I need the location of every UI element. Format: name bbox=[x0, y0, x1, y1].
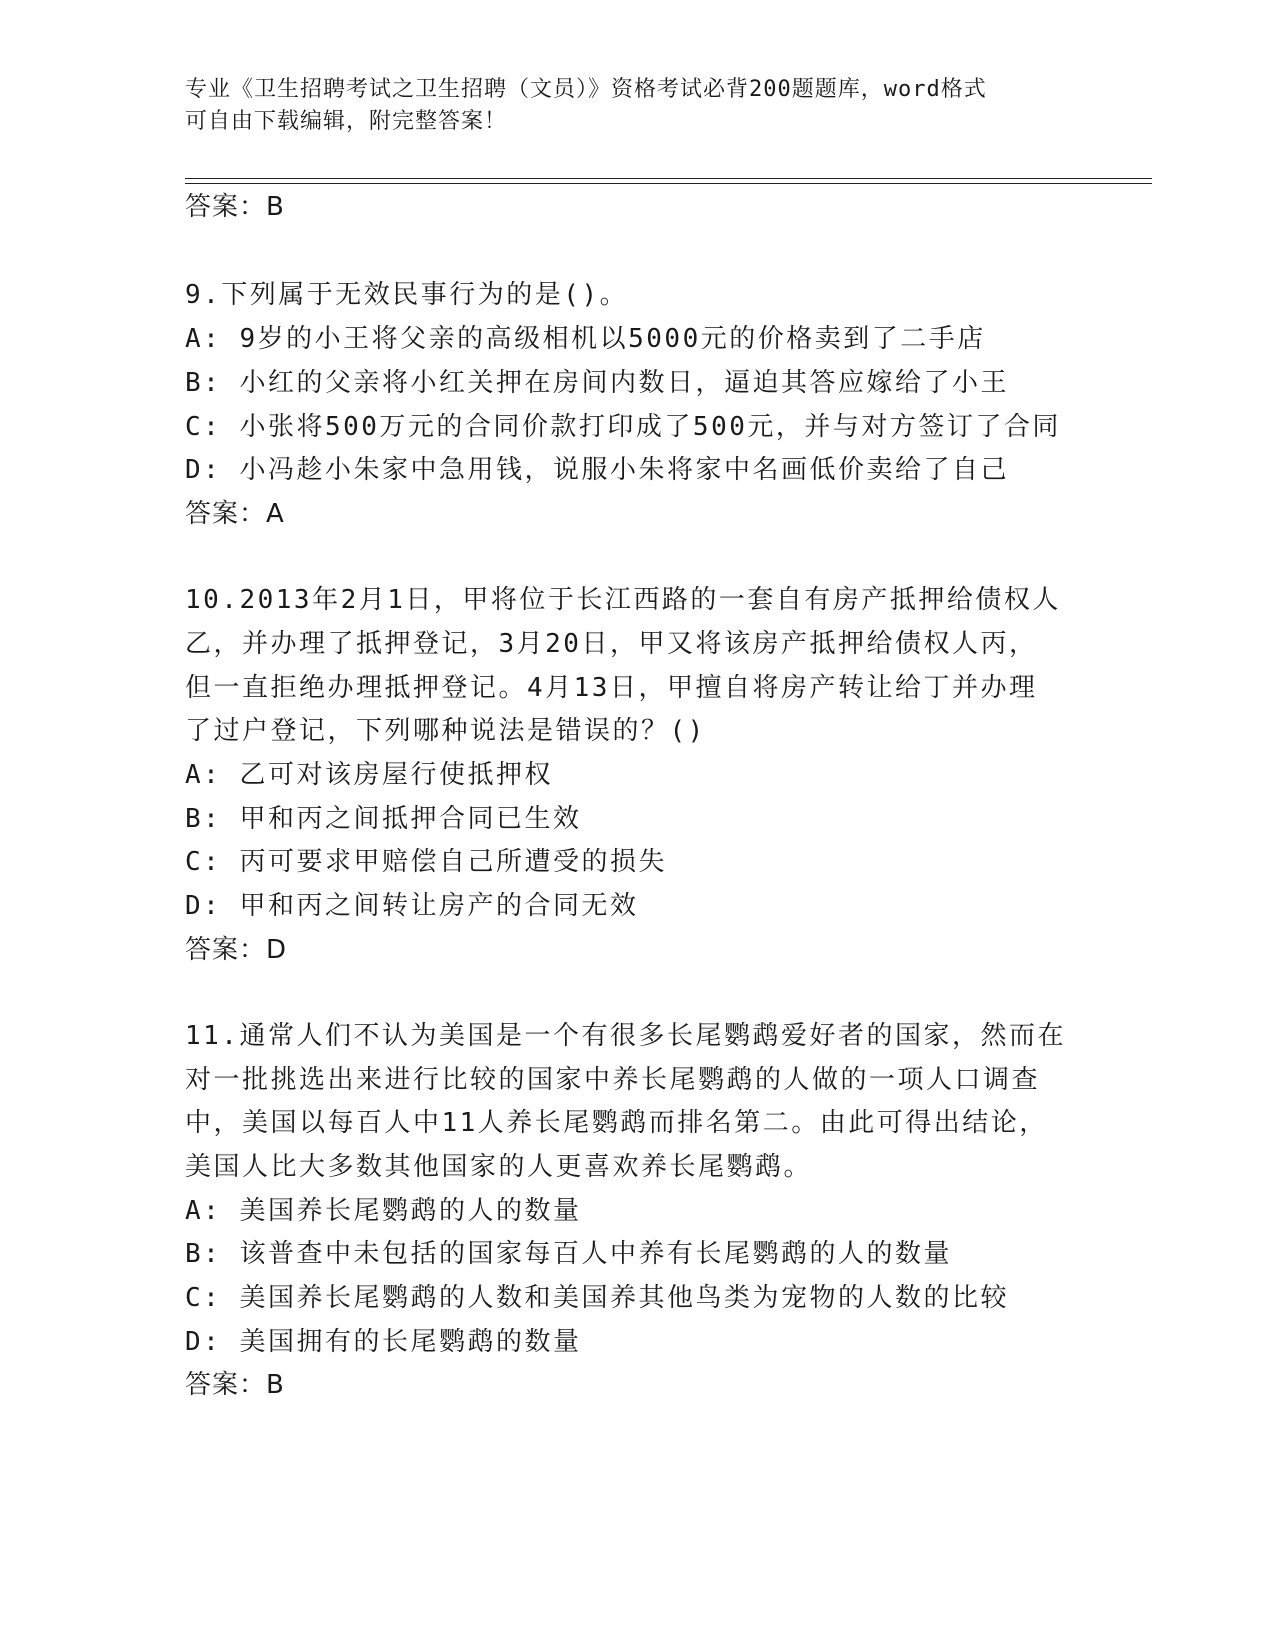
q9-option-a: A: 9岁的小王将父亲的高级相机以5000元的价格卖到了二手店 bbox=[185, 324, 986, 354]
q9-stem: 9.下列属于无效民事行为的是()。 bbox=[185, 280, 629, 310]
q10-option-c: C: 丙可要求甲赔偿自己所遭受的损失 bbox=[185, 847, 667, 877]
q10-stem-line1: 10.2013年2月1日，甲将位于长江西路的一套自有房产抵押给债权人 bbox=[185, 585, 1061, 615]
q11-stem-line2: 对一批挑选出来进行比较的国家中养长尾鹦鹉的人做的一项人口调查 bbox=[185, 1065, 1041, 1095]
q11-option-b: B: 该普查中未包括的国家每百人中养有长尾鹦鹉的人的数量 bbox=[185, 1239, 952, 1269]
q9-option-d: D: 小冯趁小朱家中急用钱，说服小朱将家中名画低价卖给了自己 bbox=[185, 455, 1009, 485]
q10-stem-line2: 乙，并办理了抵押登记，3月20日，甲又将该房产抵押给债权人丙， bbox=[185, 629, 1038, 659]
q10-stem-line3: 但一直拒绝办理抵押登记。4月13日，甲擅自将房产转让给丁并办理 bbox=[185, 673, 1038, 703]
q11-option-d: D: 美国拥有的长尾鹦鹉的数量 bbox=[185, 1327, 582, 1357]
q11-stem-line3: 中，美国以每百人中11人养长尾鹦鹉而排名第二。由此可得出结论， bbox=[185, 1108, 1048, 1138]
header-title-line1: 专业《卫生招聘考试之卫生招聘（文员）》资格考试必背200题题库，word格式 bbox=[185, 77, 987, 102]
q10-stem-line4: 了过户登记，下列哪种说法是错误的？() bbox=[185, 716, 706, 746]
q10-answer: 答案：D bbox=[185, 935, 288, 965]
q11-option-a: A: 美国养长尾鹦鹉的人的数量 bbox=[185, 1196, 582, 1226]
header-divider-top bbox=[185, 178, 1152, 179]
q11-option-c: C: 美国养长尾鹦鹉的人数和美国养其他鸟类为宠物的人数的比较 bbox=[185, 1283, 1009, 1313]
q9-option-c: C: 小张将500万元的合同价款打印成了500元，并与对方签订了合同 bbox=[185, 412, 1061, 442]
q11-answer: 答案：B bbox=[185, 1370, 285, 1400]
document-header bbox=[185, 74, 1085, 138]
q11-stem-line1: 11.通常人们不认为美国是一个有很多长尾鹦鹉爱好者的国家，然而在 bbox=[185, 1021, 1066, 1051]
answer-prev: 答案：B bbox=[185, 192, 285, 222]
q10-option-b: B: 甲和丙之间抵押合同已生效 bbox=[185, 804, 582, 834]
q11-stem-line4: 美国人比大多数其他国家的人更喜欢养长尾鹦鹉。 bbox=[185, 1152, 813, 1182]
q10-option-d: D: 甲和丙之间转让房产的合同无效 bbox=[185, 891, 639, 921]
q9-option-b: B: 小红的父亲将小红关押在房间内数日，逼迫其答应嫁给了小王 bbox=[185, 368, 1009, 398]
header-title-line2: 可自由下载编辑，附完整答案！ bbox=[185, 109, 508, 134]
q9-answer: 答案：A bbox=[185, 499, 285, 529]
q10-option-a: A: 乙可对该房屋行使抵押权 bbox=[185, 760, 553, 790]
header-divider-bottom bbox=[185, 183, 1152, 184]
